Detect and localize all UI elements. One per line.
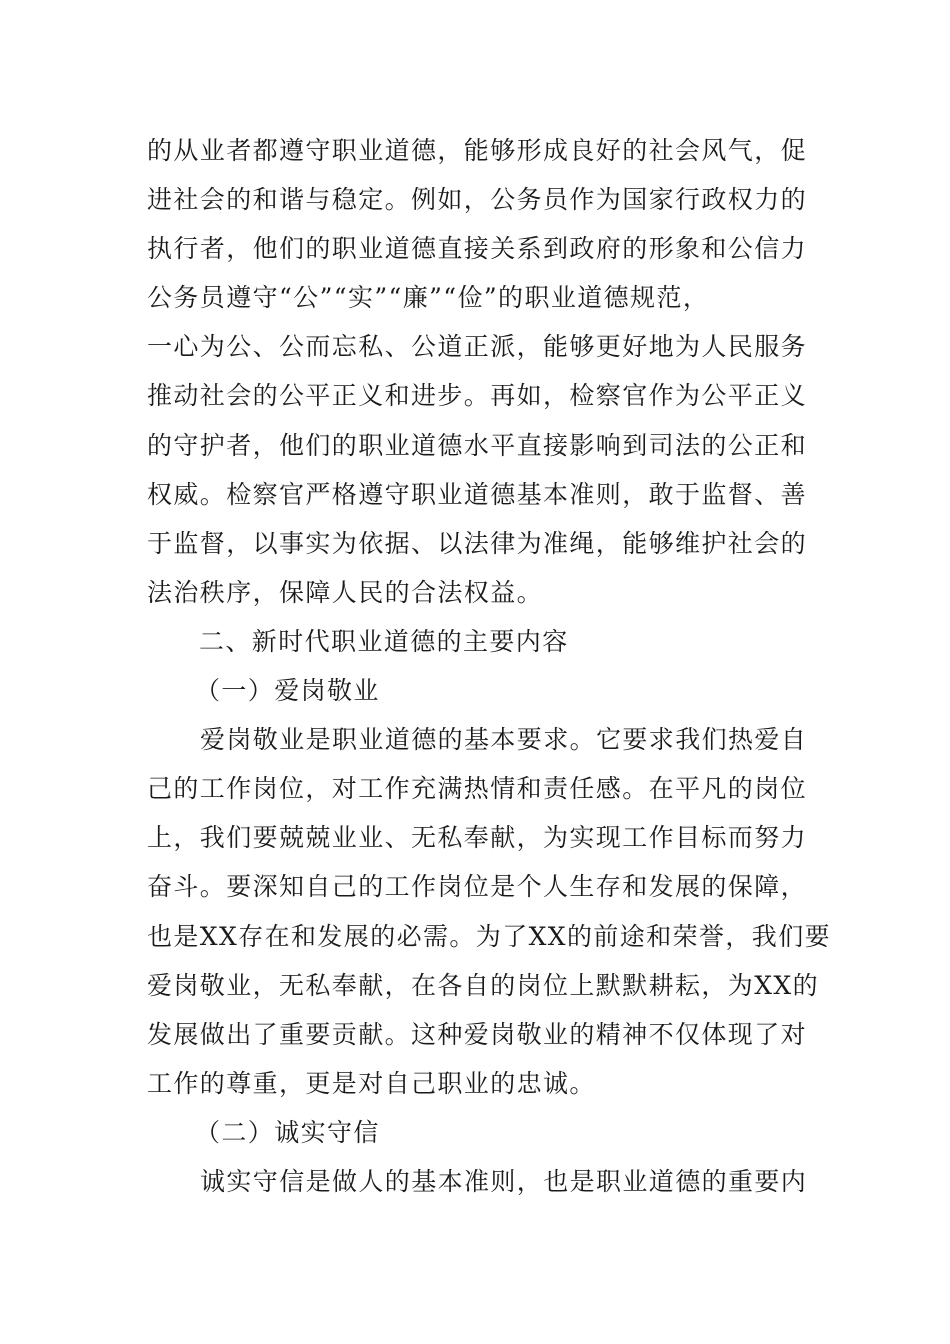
body-line: 爱岗敬业，无私奉献，在各自的岗位上默默耕耘，为XX的 bbox=[147, 970, 819, 1000]
body-line: 进社会的和谐与稳定。例如，公务员作为国家行政权力的 bbox=[147, 185, 808, 215]
body-line: 上，我们要兢兢业业、无私奉献，为实现工作目标而努力 bbox=[147, 823, 808, 853]
body-line: 的从业者都遵守职业道德，能够形成良好的社会风气，促 bbox=[147, 136, 808, 165]
subsection-heading: （二）诚实守信 bbox=[195, 1117, 380, 1147]
body-line: 己的工作岗位，对工作充满热情和责任感。在平凡的岗位 bbox=[147, 774, 808, 804]
body-line: 执行者，他们的职业道德直接关系到政府的形象和公信力 bbox=[147, 234, 808, 264]
body-line: 于监督，以事实为依据、以法律为准绳，能够维护社会的 bbox=[147, 528, 808, 558]
body-line: 法治秩序，保障人民的合法权益。 bbox=[147, 577, 544, 607]
document-body bbox=[147, 126, 831, 1206]
paragraph-first-line: 诚实守信是做人的基本准则，也是职业道德的重要内 bbox=[200, 1166, 808, 1196]
body-line: 工作的尊重，更是对自己职业的忠诚。 bbox=[147, 1068, 596, 1098]
section-heading: 二、新时代职业道德的主要内容 bbox=[199, 626, 569, 656]
body-line: 一心为公、公而忘私、公道正派，能够更好地为人民服务 bbox=[147, 332, 808, 362]
subsection-heading: （一）爱岗敬业 bbox=[195, 676, 380, 706]
body-line: 权威。检察官严格遵守职业道德基本准则，敢于监督、善 bbox=[147, 479, 808, 509]
body-line: 发展做出了重要贡献。这种爱岗敬业的精神不仅体现了对 bbox=[147, 1019, 808, 1049]
body-line: 奋斗。要深知自己的工作岗位是个人生存和发展的保障， bbox=[147, 872, 808, 902]
paragraph-first-line: 爱岗敬业是职业道德的基本要求。它要求我们热爱自 bbox=[200, 725, 808, 755]
body-line: 推动社会的公平正义和进步。再如，检察官作为公平正义 bbox=[147, 381, 808, 411]
body-line: 公务员遵守“公”“实”“廉”“俭”的职业道德规范， bbox=[147, 283, 710, 313]
body-line: 也是XX存在和发展的必需。为了XX的前途和荣誉，我们要 bbox=[147, 921, 831, 951]
body-line: 的守护者，他们的职业道德水平直接影响到司法的公正和 bbox=[147, 430, 808, 460]
